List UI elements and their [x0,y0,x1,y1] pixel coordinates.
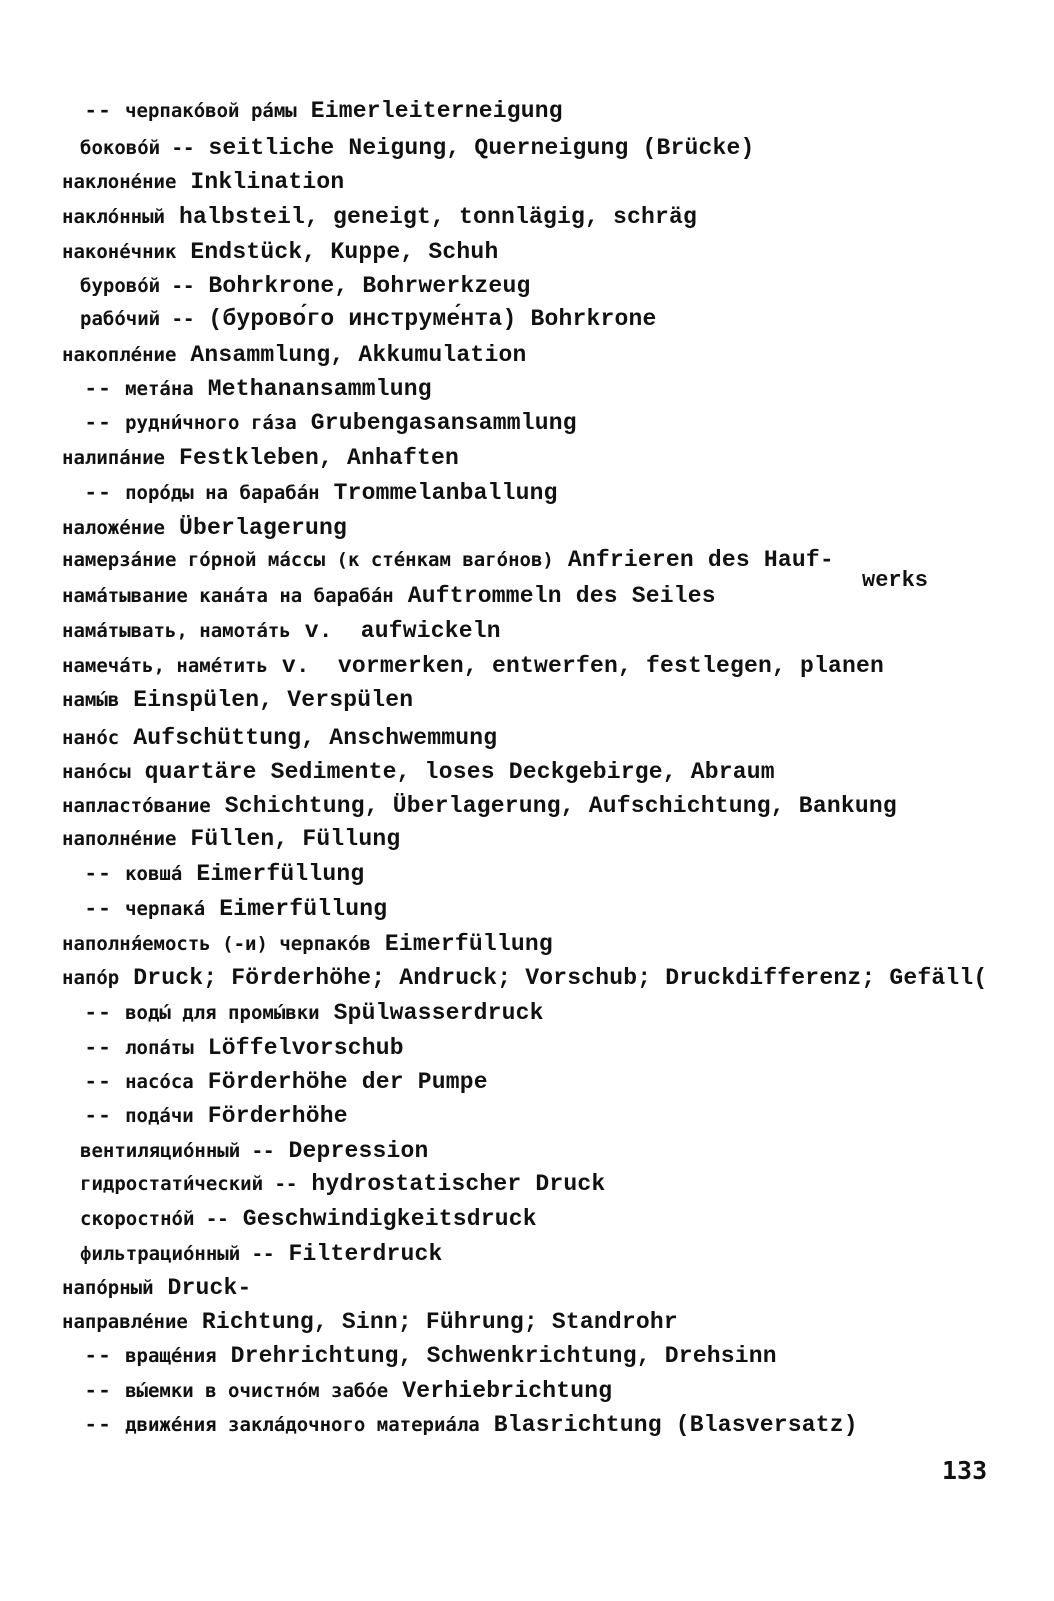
entry-line: рабо́чий -- (бурово́го инструме́нта) Bohrkrone [80,306,657,332]
entry-line: -- лопа́ты Löffelvorschub [84,1035,404,1061]
entry-line: наконе́чник Endstück, Kuppe, Schuh [62,239,499,265]
entry-line: налипа́ние Festkleben, Anhaften [62,445,459,471]
entry-line: -- поро́ды на бараба́н Trommelanballung [84,480,558,506]
entry-line: боково́й -- seitliche Neigung, Querneigung (Brücke) [80,135,755,161]
entry-line: -- вы́емки в очистно́м забо́е Verhiebrichtung [84,1378,613,1404]
entry-line: накло́нный halbsteil, geneigt, tonnlägig, schräg [62,204,698,230]
entry-line: направле́ние Richtung, Sinn; Führung; Standrohr [62,1309,678,1335]
entry-line: -- черпако́вой ра́мы Eimerleiterneigung [84,98,563,124]
entry-line: гидростати́ческий -- hydrostatischer Druck [80,1171,606,1197]
entry-line: напласто́вание Schichtung, Überlagerung, Aufschichtung, Bankung [62,793,897,819]
entry-line: наклоне́ние Inklination [62,169,345,195]
page-number: 133 [942,1456,988,1485]
entry-line: намеча́ть, наме́тить v. vormerken, entwerfen, festlegen, planen [62,653,885,679]
entry-line: намы́в Einspülen, Verspülen [62,687,414,713]
entry-line: нано́с Aufschüttung, Anschwemmung [62,725,498,751]
entry-line: -- движе́ния закла́дочного материа́ла Blasrichtung (Blasversatz) [84,1412,858,1438]
entry-line: нама́тывать, намота́ть v. aufwickeln [62,618,501,644]
entry-line: -- черпака́ Eimerfüllung [84,896,388,922]
entry-line: фильтрацио́нный -- Filterdruck [80,1241,443,1267]
entry-line: бурово́й -- Bohrkrone, Bohrwerkzeug [80,273,531,299]
entry-line: наложе́ние Überlagerung [62,515,347,541]
entry-line: -- воды́ для промы́вки Spülwasserdruck [84,1000,544,1026]
entry-line: нама́тывание кана́та на бараба́н Auftrommeln des Seiles [62,583,716,609]
entry-line: наполне́ние Füllen, Füllung [62,826,401,852]
entry-line: -- пода́чи Förderhöhe [84,1103,348,1129]
entry-line: -- ковша́ Eimerfüllung [84,861,365,887]
entry-line: нано́сы quartäre Sedimente, loses Deckgebirge, Abraum [62,759,775,785]
entry-line: скоростно́й -- Geschwindigkeitsdruck [80,1206,537,1232]
entry-line: -- рудни́чного га́за Grubengasansammlung [84,410,577,436]
entry-line: напо́р Druck; Förderhöhe; Andruck; Vorschub; Druckdifferenz; Gefäll( [62,965,988,991]
entry-line: -- насо́са Förderhöhe der Pumpe [84,1069,488,1095]
entry-line: намерза́ние го́рной ма́ссы (к сте́нкам ваго́нов) Anfrieren des Hauf- [62,547,834,573]
continuation-word: werks [862,568,929,593]
entry-line: накопле́ние Ansammlung, Akkumulation [62,342,527,368]
entry-line: наполня́емость (-и) черпако́в Eimerfüllung [62,931,553,957]
entry-line: вентиляцио́нный -- Depression [80,1138,429,1164]
entry-line: напо́рный Druck- [62,1275,252,1301]
entry-line: -- мета́на Methanansammlung [84,376,432,402]
entry-line: -- враще́ния Drehrichtung, Schwenkrichtung, Drehsinn [84,1343,777,1369]
